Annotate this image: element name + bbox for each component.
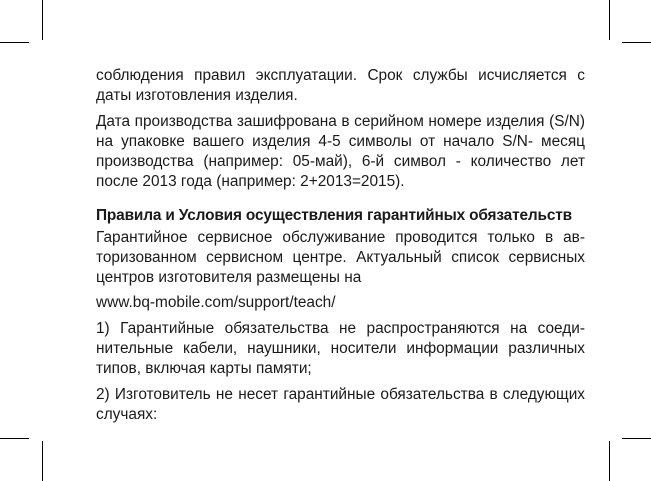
- crop-mark-top-right-horizontal: [622, 42, 651, 43]
- crop-mark-top-left-horizontal: [0, 42, 29, 43]
- paragraph-section-intro: Гарантийное сервисное обслуживание проводится только в авторизованном сервисном центре. Актуальный список сервисных центров изготовителя размещены на: [96, 229, 585, 286]
- paragraph-production-date: Дата производства зашифрована в серийном номере изделия (S/N) на упаковке вашего изделия 4-5 символы от начало S/N- месяц производства (например: 05-май), 6-й символ - количество лет после 2013 года (например: 2+2013=2015).: [96, 113, 585, 190]
- list-item-1: 1) Гарантийные обязательства не распространяются на соединительные кабели, наушники, носители информации различных типов, включая карты памяти;: [96, 320, 585, 377]
- crop-mark-bottom-right-vertical: [609, 441, 610, 481]
- section-heading: Правила и Условия осуществления гарантийных обязательств: [96, 207, 572, 224]
- crop-mark-bottom-left-horizontal: [0, 438, 29, 439]
- crop-mark-top-right-vertical: [609, 0, 610, 40]
- list-item-2: 2) Изготовитель не несет гарантийные обязательства в следующих случаях:: [96, 386, 585, 423]
- support-url: www.bq-mobile.com/support/teach/: [96, 294, 336, 311]
- document-body: [96, 66, 585, 431]
- crop-mark-top-left-vertical: [42, 0, 43, 40]
- crop-mark-bottom-left-vertical: [42, 441, 43, 481]
- paragraph-service-life: соблюдения правил эксплуатации. Срок службы исчисляется с даты изготовления изделия.: [96, 67, 585, 104]
- crop-mark-bottom-right-horizontal: [622, 438, 651, 439]
